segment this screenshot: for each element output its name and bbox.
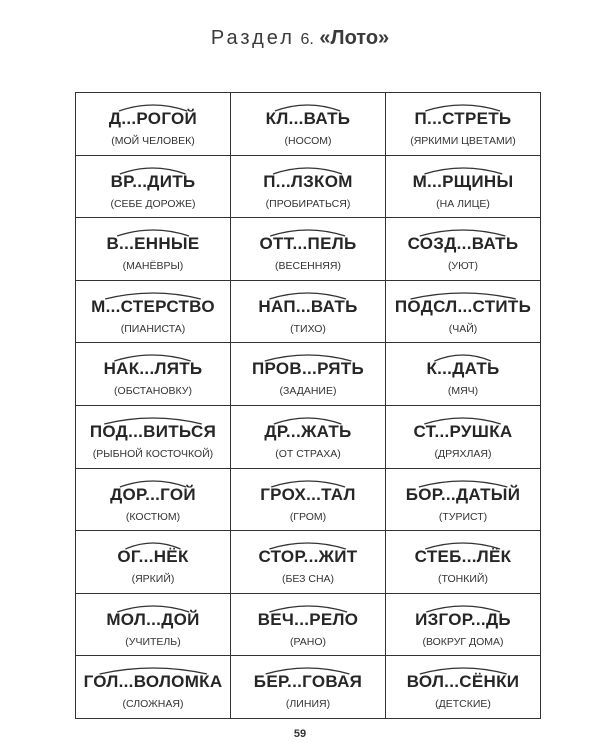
word-hint: (КОСТЮМ) — [125, 510, 181, 523]
lotto-card — [76, 218, 231, 281]
lotto-word — [110, 483, 196, 507]
word-container — [76, 232, 230, 256]
word-container — [386, 295, 540, 319]
root-arc-path — [117, 230, 189, 236]
lotto-word — [252, 357, 364, 381]
lotto-word — [258, 295, 357, 319]
lotto-card — [231, 93, 386, 156]
root-arc-mark — [272, 100, 343, 112]
section-title: «Лото» — [319, 27, 390, 49]
root-arc-mark — [406, 288, 520, 300]
word-hint: (ЛИНИЯ) — [285, 698, 331, 711]
root-arc-path — [265, 355, 352, 361]
word-container — [386, 232, 540, 256]
root-arc-mark — [421, 413, 504, 425]
word-text: П...СТРЕТЬ — [414, 109, 512, 128]
word-text: М...СТЕРСТВО — [91, 296, 215, 316]
word-text: ДОР...ГОЙ — [110, 484, 196, 504]
word-text: ВР...ДИТЬ — [110, 171, 196, 191]
lotto-word — [254, 670, 362, 694]
word-hint: (УЮТ) — [447, 260, 479, 273]
lotto-card — [231, 406, 386, 469]
lotto-card — [76, 281, 231, 344]
word-container — [231, 545, 385, 569]
root-arc-mark — [117, 476, 189, 488]
root-arc-mark — [422, 538, 503, 550]
root-arc-mark — [271, 413, 344, 425]
word-container — [386, 483, 540, 507]
root-arc-mark — [266, 601, 350, 613]
word-container — [231, 107, 385, 131]
word-container — [76, 170, 230, 194]
word-text: МОЛ...ДОЙ — [106, 609, 200, 629]
word-text: БОР...ДАТЫЙ — [405, 484, 521, 504]
lotto-card — [386, 406, 541, 469]
word-text: К...ДАТЬ — [426, 359, 500, 379]
root-arc-path — [125, 543, 180, 549]
lotto-card — [386, 656, 541, 719]
root-arc-path — [104, 418, 202, 424]
root-arc-mark — [267, 225, 348, 237]
word-hint: (УЧИТЕЛЬ) — [125, 635, 181, 648]
word-hint: (НОСОМ) — [284, 135, 332, 147]
lotto-card — [76, 594, 231, 657]
lotto-word — [111, 170, 196, 194]
root-arc-path — [419, 668, 506, 674]
word-hint: (МАНЁВРЫ) — [122, 260, 184, 273]
section-number: 6. — [300, 31, 314, 48]
word-text: ОТТ...ПЕЛЬ — [259, 234, 357, 254]
word-text: ГРОХ...ТАЛ — [260, 484, 356, 504]
lotto-card — [76, 156, 231, 219]
root-arc-mark — [95, 663, 212, 675]
lotto-card — [231, 218, 386, 281]
word-text: СОЗД...ВАТЬ — [407, 234, 519, 254]
lotto-word — [84, 670, 223, 694]
word-hint: (МЯЧ) — [447, 385, 479, 398]
lotto-card — [76, 531, 231, 594]
lotto-word — [117, 545, 188, 569]
lotto-word — [408, 232, 519, 256]
lotto-word — [258, 608, 359, 632]
word-hint: (РАНО) — [289, 635, 327, 648]
root-arc-path — [271, 230, 346, 236]
lotto-word — [266, 107, 351, 131]
lotto-card — [386, 594, 541, 657]
word-container — [76, 483, 230, 507]
lotto-word — [395, 295, 531, 319]
word-container — [76, 420, 230, 444]
root-arc-mark — [266, 288, 349, 300]
word-container — [386, 608, 540, 632]
lotto-word — [106, 608, 199, 632]
word-hint: (МОЙ ЧЕЛОВЕК) — [111, 135, 195, 147]
root-arc-path — [271, 481, 345, 487]
root-arc-path — [117, 606, 189, 612]
root-arc-mark — [261, 350, 355, 362]
lotto-word — [109, 107, 197, 131]
word-text: БЕР...ГОВАЯ — [253, 672, 363, 692]
word-text: ВОЛ...СЁНКИ — [406, 672, 520, 692]
page-heading — [0, 26, 600, 52]
word-container — [76, 357, 230, 381]
root-arc-mark — [268, 476, 348, 488]
root-arc-path — [426, 105, 501, 111]
lotto-word — [415, 545, 512, 569]
root-arc-mark — [423, 601, 503, 613]
word-container — [231, 232, 385, 256]
lotto-word — [407, 670, 520, 694]
root-arc-mark — [100, 413, 206, 425]
word-hint: (ГРОМ) — [289, 510, 327, 523]
lotto-card — [386, 218, 541, 281]
word-hint: (ЧАЙ) — [448, 322, 478, 335]
word-hint: (ТУРИСТ) — [438, 510, 488, 523]
lotto-card — [76, 656, 231, 719]
word-text: СТОР...ЖИТ — [258, 547, 358, 567]
root-arc-mark — [432, 350, 493, 362]
lotto-word — [414, 420, 513, 444]
word-container — [386, 357, 540, 381]
root-arc-mark — [416, 663, 511, 675]
word-hint: (ПИАНИСТА) — [120, 322, 186, 335]
lotto-word — [415, 107, 512, 131]
word-container — [76, 608, 230, 632]
lotto-card — [76, 343, 231, 406]
word-text: НАК...ЛЯТЬ — [103, 359, 203, 379]
root-arc-path — [120, 481, 186, 487]
word-hint: (НА ЛИЦЕ) — [436, 197, 490, 210]
lotto-card — [231, 656, 386, 719]
word-text: ГОЛ...ВОЛОМКА — [83, 672, 223, 692]
root-arc-path — [115, 355, 191, 361]
lotto-card — [231, 469, 386, 532]
lotto-word — [413, 170, 514, 194]
lotto-grid — [75, 92, 541, 719]
root-arc-path — [266, 668, 350, 674]
word-container — [231, 670, 385, 694]
word-text: ИЗГОР...ДЬ — [415, 609, 511, 629]
lotto-card — [386, 531, 541, 594]
root-arc-path — [270, 293, 347, 299]
lotto-word — [406, 483, 521, 507]
lotto-card — [76, 469, 231, 532]
lotto-card — [231, 281, 386, 344]
word-hint: (ДРЯХЛАЯ) — [434, 447, 492, 460]
root-arc-mark — [101, 288, 205, 300]
lotto-card — [386, 93, 541, 156]
root-arc-mark — [262, 663, 353, 675]
word-container — [76, 670, 230, 694]
page-number: 59 — [293, 728, 307, 740]
root-arc-path — [435, 355, 491, 361]
word-hint: (БЕЗ СНА) — [281, 573, 335, 586]
word-text: СТ...РУШКА — [413, 421, 513, 441]
lotto-card — [231, 343, 386, 406]
word-hint: (ТОНКИЙ) — [438, 573, 488, 586]
word-container — [386, 545, 540, 569]
word-text: НАП...ВАТЬ — [258, 296, 358, 316]
word-container — [76, 107, 230, 131]
word-text: В...ЕННЫЕ — [106, 234, 200, 254]
word-container — [386, 107, 540, 131]
root-arc-path — [105, 293, 201, 299]
word-hint: (СЛОЖНАЯ) — [122, 698, 184, 711]
word-text: ДР...ЖАТЬ — [264, 421, 352, 441]
word-hint: (ОБСТАНОВКУ) — [114, 385, 192, 398]
lotto-card — [386, 469, 541, 532]
lotto-word — [263, 170, 352, 194]
root-arc-path — [274, 418, 341, 424]
lotto-word — [264, 420, 351, 444]
root-arc-path — [269, 606, 347, 612]
word-text: П...ЛЗКОМ — [263, 171, 353, 191]
root-arc-path — [119, 105, 187, 111]
lotto-card — [231, 156, 386, 219]
root-arc-path — [424, 168, 502, 174]
word-text: КЛ...ВАТЬ — [265, 109, 351, 128]
root-arc-path — [275, 105, 340, 111]
word-text: ОГ...НЁК — [117, 547, 189, 567]
root-arc-path — [426, 606, 500, 612]
word-hint: (ПРОБИРАТЬСЯ) — [265, 197, 351, 210]
word-container — [231, 295, 385, 319]
root-arc-path — [120, 168, 186, 174]
word-container — [231, 483, 385, 507]
lotto-word — [259, 545, 358, 569]
word-hint: (СЕБЕ ДОРОЖЕ) — [110, 197, 196, 210]
root-arc-path — [270, 543, 346, 549]
word-hint: (РЫБНОЙ КОСТОЧКОЙ) — [92, 447, 214, 460]
root-arc-mark — [415, 476, 511, 488]
lotto-word — [415, 608, 511, 632]
root-arc-mark — [421, 163, 506, 175]
word-container — [231, 420, 385, 444]
word-hint: (ЗАДАНИЕ) — [279, 385, 337, 398]
root-arc-mark — [266, 538, 349, 550]
word-hint: (ТИХО) — [290, 322, 326, 335]
lotto-card — [231, 594, 386, 657]
word-container — [386, 170, 540, 194]
root-arc-path — [410, 293, 515, 299]
root-arc-mark — [114, 601, 192, 613]
lotto-card — [76, 406, 231, 469]
lotto-word — [90, 420, 216, 444]
root-arc-path — [273, 168, 342, 174]
root-arc-mark — [111, 350, 194, 362]
word-container — [231, 170, 385, 194]
root-arc-path — [420, 230, 506, 236]
root-arc-mark — [422, 100, 503, 112]
root-arc-mark — [117, 163, 188, 175]
lotto-card — [386, 281, 541, 344]
lotto-word — [106, 232, 199, 256]
lotto-card — [231, 531, 386, 594]
word-container — [386, 670, 540, 694]
word-hint: (ДЕТСКИЕ) — [435, 698, 491, 711]
lotto-word — [91, 295, 215, 319]
lotto-word — [104, 357, 203, 381]
word-container — [231, 357, 385, 381]
root-arc-mark — [416, 225, 509, 237]
word-container — [76, 295, 230, 319]
root-arc-mark — [116, 100, 190, 112]
word-hint: (ЯРКИМИ ЦВЕТАМИ) — [410, 135, 516, 147]
word-text: ПОД...ВИТЬСЯ — [89, 421, 217, 441]
word-hint: (ОТ СТРАХА) — [275, 447, 341, 460]
root-arc-path — [99, 668, 206, 674]
root-arc-mark — [270, 163, 345, 175]
lotto-card — [76, 93, 231, 156]
word-container — [231, 608, 385, 632]
root-arc-path — [426, 543, 501, 549]
lotto-card — [386, 156, 541, 219]
word-hint: (ВЕСЕННЯЯ) — [275, 260, 341, 273]
word-hint: (ЯРКИЙ) — [131, 573, 175, 586]
section-label: Раздел — [210, 27, 295, 49]
word-hint: (ВОКРУГ ДОМА) — [422, 635, 504, 648]
word-container — [76, 545, 230, 569]
root-arc-mark — [123, 538, 183, 550]
word-text: ПРОВ...РЯТЬ — [251, 359, 365, 379]
word-text: М...РЩИНЫ — [412, 171, 514, 191]
root-arc-path — [419, 481, 507, 487]
lotto-word — [426, 357, 499, 381]
word-text: СТЕБ...ЛЁК — [414, 547, 512, 567]
word-container — [386, 420, 540, 444]
lotto-card — [386, 343, 541, 406]
lotto-word — [260, 483, 356, 507]
word-text: Д...РОГОЙ — [108, 109, 198, 128]
root-arc-mark — [114, 225, 192, 237]
word-text: ВЕЧ...РЕЛО — [257, 609, 359, 629]
root-arc-path — [425, 418, 501, 424]
word-text: ПОДСЛ...СТИТЬ — [394, 296, 532, 316]
lotto-word — [260, 232, 357, 256]
